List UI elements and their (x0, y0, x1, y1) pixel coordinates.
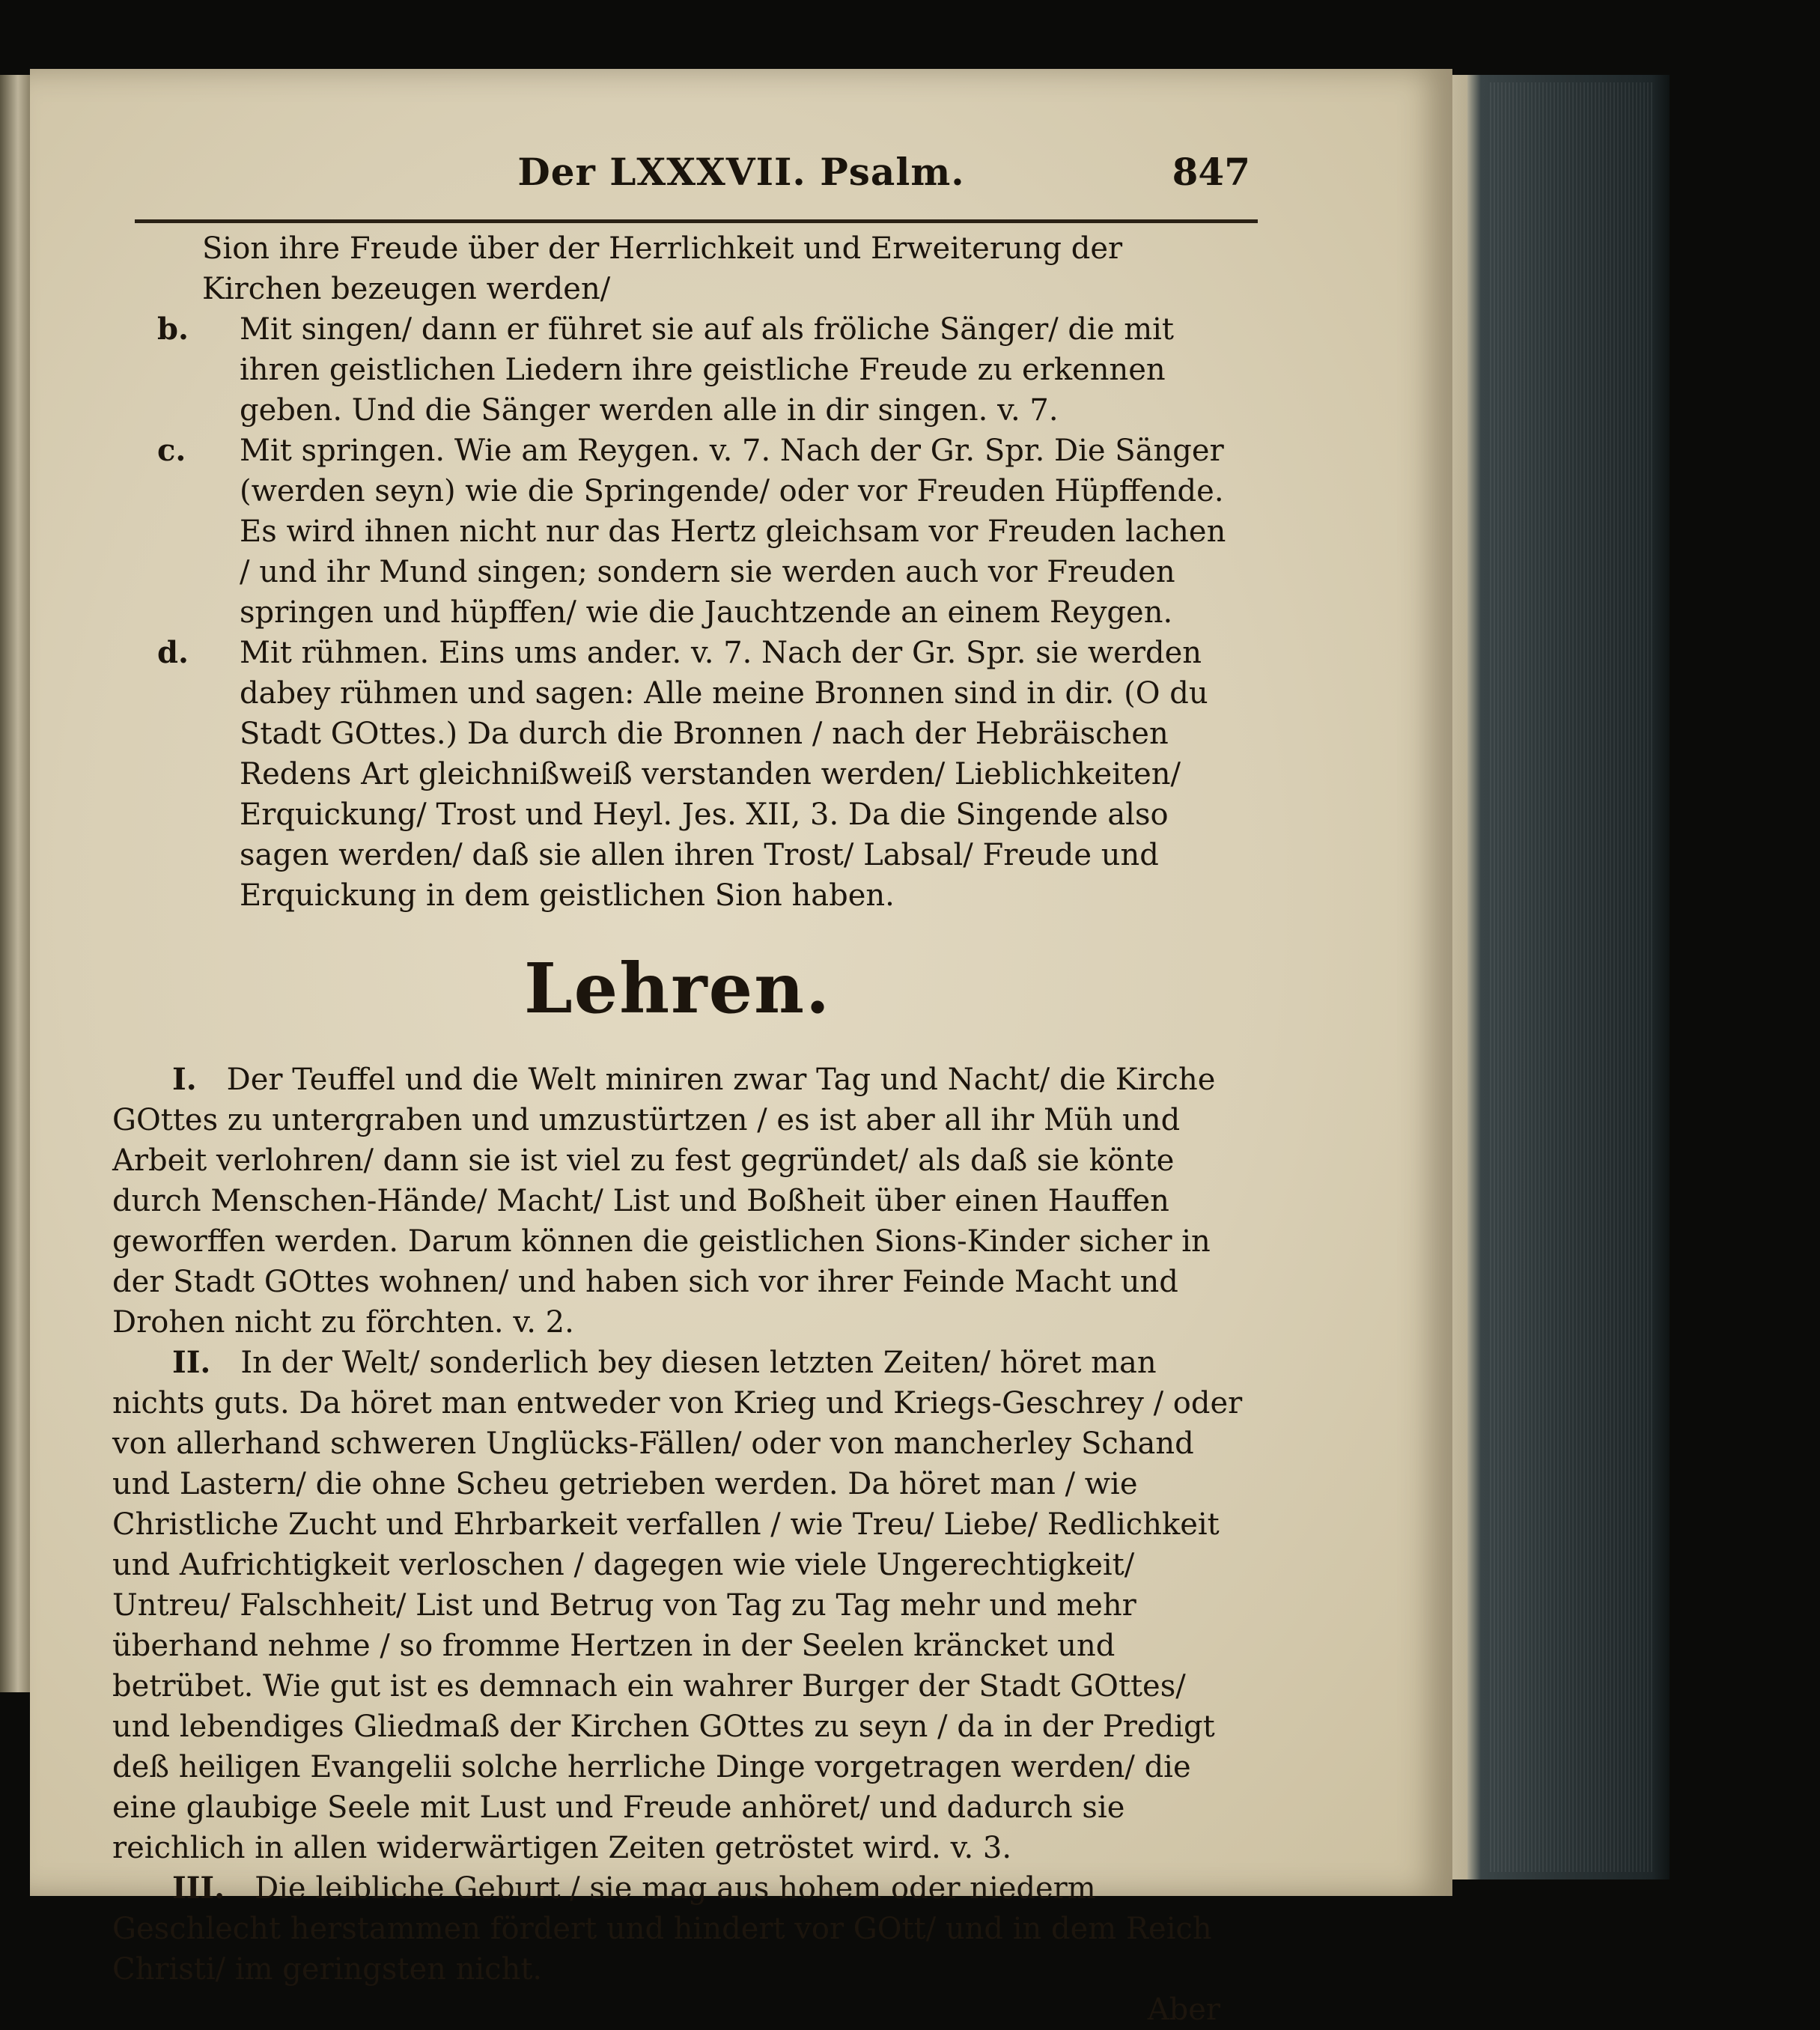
section-heading: Lehren. (523, 948, 832, 1029)
item-text: Mit singen/ dann er führet sie auf als fröliche Sänger/ die mit ihren geistlichen Liedern ihre geistliche Freude zu erkennen geben. Und die Sänger werden alle in dir singen. v. 7. (240, 312, 1175, 428)
item-marker: d. (157, 635, 189, 670)
running-head: Der LXXXVII. Psalm. (517, 150, 965, 194)
page-header (135, 150, 1250, 202)
page-body (112, 228, 1243, 2030)
header-rule (135, 219, 1258, 223)
list-item-b (112, 309, 1243, 431)
item-text: Mit rühmen. Eins ums ander. v. 7. Nach der Gr. Spr. sie werden dabey rühmen und sagen: Alle meine Bronnen sind in dir. (O du Stadt GOttes.) Da durch die Bronnen / nach der Hebräischen Redens Art gleichnißweiß verstanden werden/ Lieblichkeiten/ Erquickung/ Trost und Heyl. Jes. XII, 3. Da die Singende also sagen werden/ daß sie allen ihren Trost/ Labsal/ Freude und Erquickung in dem geistlichen Sion haben. (240, 636, 1208, 913)
list-item-c (112, 431, 1243, 633)
roman-numeral: III. (172, 1871, 225, 1906)
item-text: Mit springen. Wie am Reygen. v. 7. Nach der Gr. Spr. Die Sänger (werden seyn) wie die Springende/ oder vor Freuden Hüpffende. Es wird ihnen nicht nur das Hertz gleichsam vor Freuden lachen / und ihr Mund singen; sondern sie werden auch vor Freuden springen und hüpffen/ wie die Jauchtzende an einem Reygen. (240, 434, 1226, 630)
roman-numeral: I. (172, 1062, 197, 1097)
teaching-1 (112, 1060, 1243, 1343)
catchword: Aber (1147, 1993, 1220, 2027)
teaching-2 (112, 1343, 1243, 1868)
teaching-text: Der Teuffel und die Welt miniren zwar Tag und Nacht/ die Kirche GOttes zu untergraben und umzustürtzen / es ist aber all ihr Müh und Arbeit verlohren/ dann sie ist viel zu fest gegründet/ als daß sie könte durch Menschen-Hände/ Macht/ List und Boßheit über einen Hauffen geworffen werden. Darum können die geistlichen Sions-Kinder sicher in der Stadt GOttes wohnen/ und haben sich vor ihrer Feinde Macht und Drohen nicht zu förchten. v. 2. (112, 1063, 1216, 1340)
list-item-d (112, 633, 1243, 916)
page-stack-texture (1490, 82, 1655, 1872)
facing-page-edge (0, 75, 30, 1692)
item-marker: b. (157, 312, 189, 347)
item-marker: c. (157, 433, 186, 468)
teaching-text: In der Welt/ sonderlich bey diesen letzten Zeiten/ höret man nichts guts. Da höret man entweder von Krieg und Kriegs-Geschrey / oder von allerhand schweren Unglücks-Fällen/ oder von mancherley Schand und Lastern/ die ohne Scheu getrieben werden. Da höret man / wie Christliche Zucht und Ehrbarkeit verfallen / wie Treu/ Liebe/ Redlichkeit und Aufrichtigkeit verloschen / dagegen wie viele Ungerechtigkeit/ Untreu/ Falschheit/ List und Betrug von Tag zu Tag mehr und mehr überhand nehme / so fromme Hertzen in der Seelen kräncket und betrübet. Wie gut ist es demnach ein wahrer Burger der Stadt GOttes/ und lebendiges Gliedmaß der Kirchen GOttes zu seyn / da in der Predigt deß heiligen Evangelii solche herrliche Dinge vorgetragen werden/ die eine glaubige Seele mit Lust und Freude anhöret/ und dadurch sie reichlich in allen widerwärtigen Zeiten getröstet wird. v. 3. (112, 1346, 1243, 1865)
continued-paragraph: Sion ihre Freude über der Herrlichkeit und Erweiterung der Kirchen bezeugen werden/ (202, 231, 1123, 306)
page-number: 847 (1172, 150, 1250, 194)
teaching-text: Die leibliche Geburt / sie mag aus hohem oder niederm Geschlecht herstammen fördert und hindert vor GOtt/ und in dem Reich Christi/ im geringsten nicht. (112, 1871, 1212, 1987)
roman-numeral: II. (172, 1345, 211, 1380)
teaching-3 (112, 1868, 1243, 1990)
